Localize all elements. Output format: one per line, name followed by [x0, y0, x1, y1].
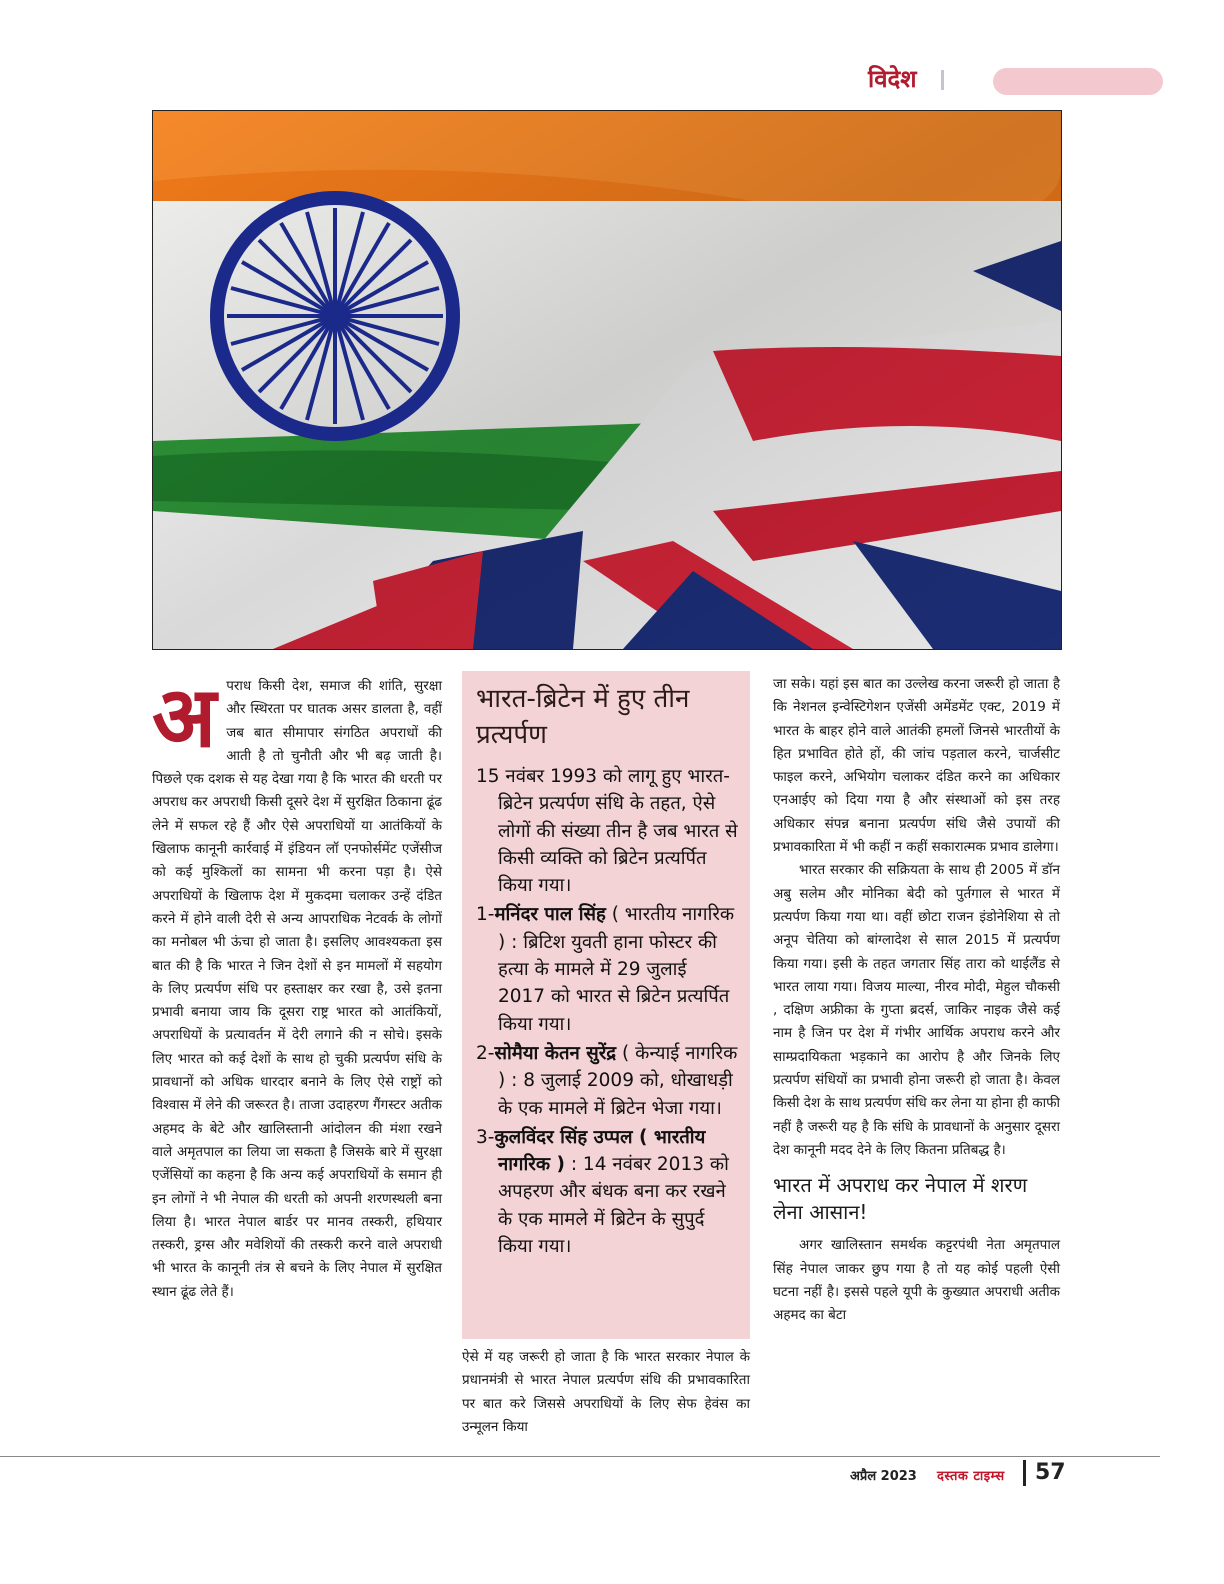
article-column-3 [773, 673, 1060, 1327]
india-uk-flags-image [152, 110, 1062, 650]
article-column-2 [462, 1346, 750, 1439]
sidebar-title: भारत-ब्रिटेन में हुए तीन प्रत्यर्पण [476, 684, 690, 750]
section-pill-decoration [993, 68, 1163, 95]
footer-rule [0, 1456, 1160, 1457]
article-paragraph: अगर खालिस्तान समर्थक कट्टरपंथी नेता अमृतपाल सिंह नेपाल जाकर छुप गया है तो यह कोई पहली ऐसी घटना नहीं है। इससे पहले यूपी के कुख्यात अपराधी अतीक अहमद का बेटा [773, 1237, 1060, 1324]
page-number: 57 [1035, 1460, 1066, 1485]
footer-separator [1023, 1460, 1026, 1486]
article-lead-paragraph: पराध किसी देश, समाज की शांति, सुरक्षा और स्थिरता पर घातक असर डालता है, वहीं जब बात सीमापार संगठित अपराधों की आती है तो चुनौती और भी बढ़ जाती है। पिछले एक दशक से यह देखा गया है कि भारत की धरती पर अपराध कर अपराधी किसी दूसरे देश में सुरक्षित ठिकाना ढूंढ लेने में सफल रहे हैं और ऐसे अपराधियों या आतंकियों के खिलाफ कानूनी कार्रवाई में इंडियन लॉ एनफोर्समेंट एजेंसीज को कई मुश्किलों का सामना भी करना पड़ा है। ऐसे अपराधियों के खिलाफ देश में मुकदमा चलाकर उन्हें दंडित करने में होने वाली देरी से अन्य आपराधिक नेटवर्क के लोगों का मनोबल भी ऊंचा हो जाता है। इसलिए आवश्यकता इस बात की है कि भारत ने जिन देशों से इन मामलों में सहयोग के लिए प्रत्यर्पण संधि पर हस्ताक्षर कर रखा है, उसे इतना प्रभावी बनाया जाय कि दूसरा राष्ट्र भारत को आतंकियों, अपराधियों के प्रत्यावर्तन में देरी लगाने की न सोचे। इसके लिए भारत को कई देशों के साथ हो चुकी प्रत्यर्पण संधि के प्रावधानों को अधिक धारदार बनाने के लिए ऐसे राष्ट्रों को विश्वास में लेने की जरूरत है। ताजा उदाहरण गैंगस्टर अतीक अहमद के बेटे और खालिस्तानी आंदोलन की मंशा रखने वाले अमृतपाल का लिया जा सकता है जिसके बारे में सुरक्षा एजेंसियों का कहना है कि अन्य कई अपराधियों के समान ही इन लोगों ने भी नेपाल की धरती को अपनी शरणस्थली बना लिया है। भारत नेपाल बार्डर पर मानव तस्करी, हथियार तस्करी, ड्रग्स और मवेशियों की तस्करी करने वाले अपराधी भी भारत के कानूनी तंत्र से बचने के लिए नेपाल में सुरक्षित स्थान ढूंढ लेते हैं। [152, 678, 442, 1300]
footer-brand-logo: दस्तक टाइम्स [937, 1469, 1005, 1484]
sidebar-item: 1-मनिंदर पाल सिंह ( भारतीय नागरिक ) : ब्रिटिश युवती हाना फोस्टर की हत्या के मामले में 29 जुलाई 2017 को भारत से ब्रिटेन प्रत्यर्पित किया गया। [476, 904, 735, 1035]
section-label: विदेश [868, 65, 917, 93]
sidebar-item: 3-कुलविंदर सिंह उप्पल ( भारतीय नागरिक ) : 14 नवंबर 2013 को अपहरण और बंधक बना कर रखने के एक मामले में ब्रिटेन के सुपुर्द किया गया। [476, 1126, 729, 1258]
article-paragraph: ऐसे में यह जरूरी हो जाता है कि भारत सरकार नेपाल के प्रधानमंत्री से भारत नेपाल प्रत्यर्पण संधि की प्रभावकारिता पर बात करे जिससे अपराधियों के लिए सेफ हेवंस का उन्मूलन किया [462, 1349, 750, 1435]
dropcap: अ [152, 667, 217, 766]
section-separator [941, 70, 944, 90]
article-subheading: भारत में अपराध कर नेपाल में शरण लेना आसान! [773, 1173, 1028, 1225]
sidebar-intro: 15 नवंबर 1993 को लागू हुए भारत-ब्रिटेन प्रत्यर्पण संधि के तहत, ऐसे लोगों की संख्या तीन है जब भारत से किसी व्यक्ति को ब्रिटेन प्रत्यर्पित किया गया। [476, 766, 738, 897]
article-paragraph: जा सके। यहां इस बात का उल्लेख करना जरूरी हो जाता है कि नेशनल इन्वेस्टिगेशन एजेंसी अमेंडमेंट एक्ट, 2019 में भारत के बाहर होने वाले आतंकी हमलों जिनसे भारतीयों के हित प्रभावित होते हों, की जांच पड़ताल करने, चार्जसीट फाइल करने, अभियोग चलाकर दंडित करने का अधिकार एनआईए को दिया गया है और संस्थाओं को इस तरह अधिकार संपन्न बनाना प्रत्यर्पण संधि जैसे उपायों की प्रभावकारिता में भी कहीं न कहीं सकारात्मक प्रभाव डालेगा। [773, 676, 1060, 856]
article-paragraph: भारत सरकार की सक्रियता के साथ ही 2005 में डॉन अबु सलेम और मोनिका बेदी को पुर्तगाल से भारत में प्रत्यर्पण किया गया था। वहीं छोटा राजन इंडोनेशिया से तो अनूप चेतिया को बांग्लादेश से साल 2015 में प्रत्यर्पण किया गया। इसी के तहत जगतार सिंह तारा को थाईलैंड से भारत लाया गया। विजय माल्या, नीरव मोदी, मेहुल चौकसी , दक्षिण अफ्रीका के गुप्ता ब्रदर्स, जाकिर नाइक जैसे कई नाम है जिन पर देश में गंभीर आर्थिक अपराध करने और साम्प्रदायिकता भड़काने का आरोप है और जिनके लिए प्रत्यर्पण संधियों का प्रभावी होना जरूरी हो जाता है। केवल किसी देश के साथ प्रत्यर्पण संधि कर लेना या होना ही काफी नहीं है जरूरी यह है कि संधि के प्रावधानों के अनुसार दूसरा देश कानूनी मदद देने के लिए कितना प्रतिबद्ध है। [773, 862, 1060, 1158]
footer-date: अप्रैल 2023 [850, 1469, 917, 1484]
article-column-1 [152, 667, 442, 1304]
extradition-sidebar-box [462, 671, 750, 1339]
sidebar-item: 2-सोमैया केतन सुरेंद्र ( केन्याई नागरिक ) : 8 जुलाई 2009 को, धोखाधड़ी के एक मामले में ब्रिटेन भेजा गया। [476, 1042, 738, 1119]
